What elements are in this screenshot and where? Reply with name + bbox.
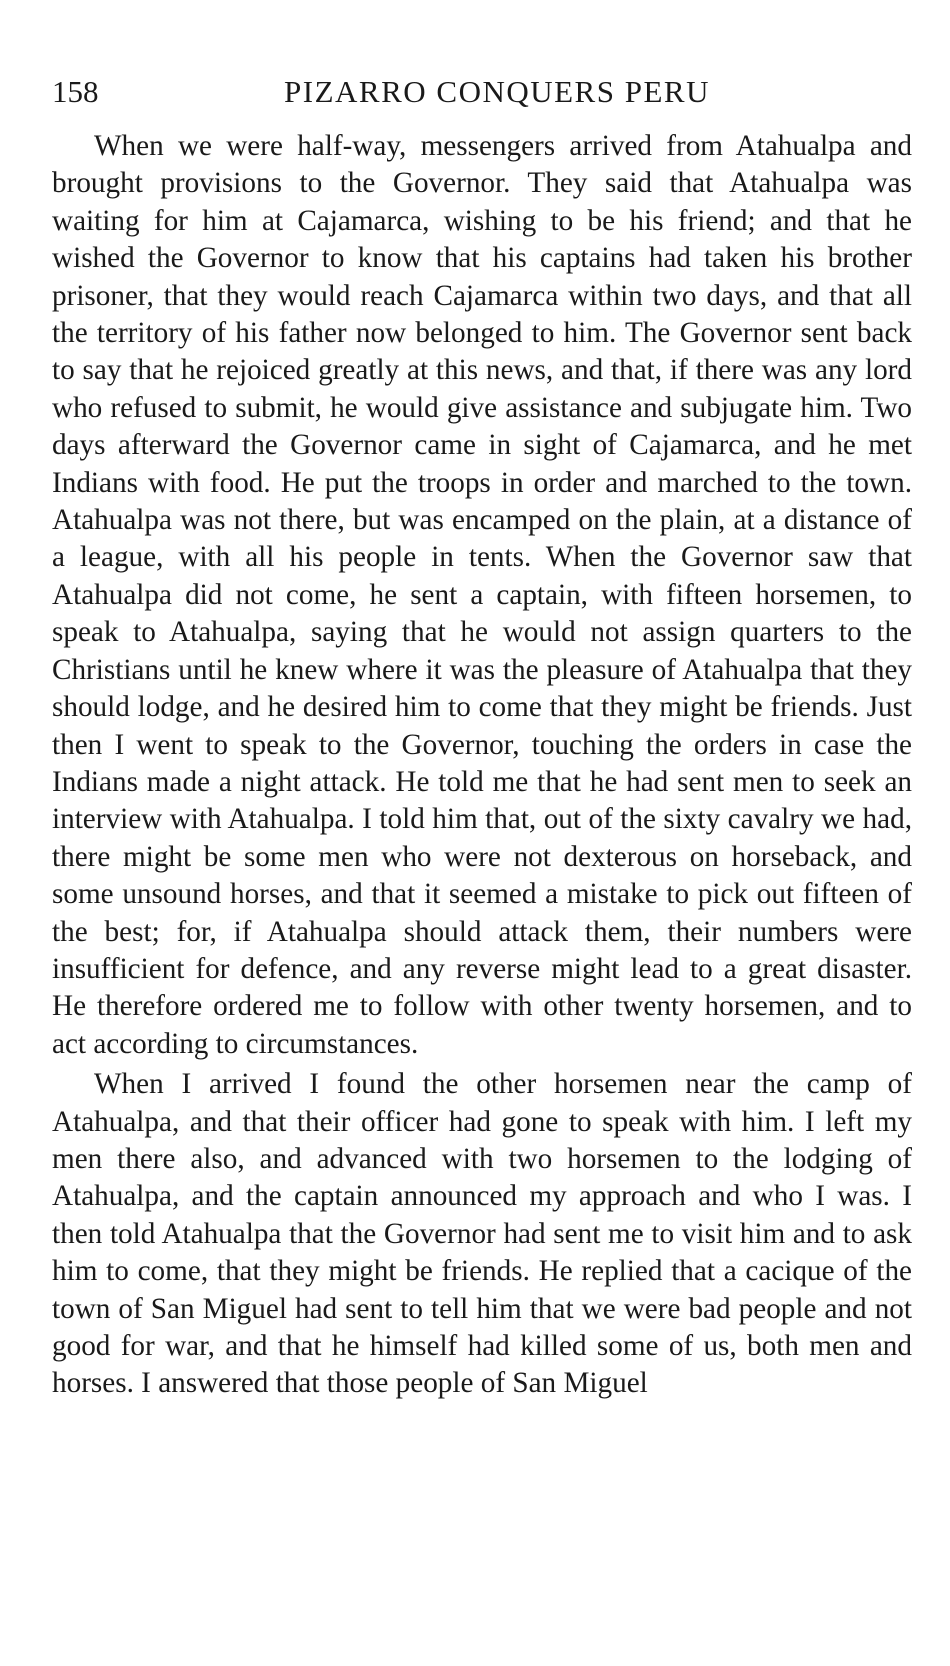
book-page [52,74,912,1403]
running-head [52,74,912,118]
page-number: 158 [52,74,99,109]
paragraph-1: When we were half-way, messengers arrived from Atahualpa and brought provisions to the Governor. They said that Atahualpa was waiting for him at Cajamarca, wishing to be his friend; and that he wished the Governor to know that his captains had taken his brother prisoner, that they would reach Cajamarca within two days, and that all the territory of his father now belonged to him. The Governor sent back to say that he rejoiced greatly at this news, and that, if there was any lord who refused to submit, he would give assistance and subjugate him. Two days afterward the Governor came in sight of Cajamarca, and he met Indians with food. He put the troops in order and marched to the town. Atahualpa was not there, but was encamped on the plain, at a distance of a league, with all his people in tents. When the Governor saw that Atahualpa did not come, he sent a captain, with fifteen horsemen, to speak to Atahualpa, saying that he would not assign quarters to the Christians until he knew where it was the pleasure of Atahualpa that they should lodge, and he desired him to come that they might be friends. Just then I went to speak to the Governor, touching the orders in case the Indians made a night attack. He told me that he had sent men to seek an interview with Atahualpa. I told him that, out of the sixty cavalry we had, there might be some men who were not dexterous on horseback, and some unsound horses, and that it seemed a mistake to pick out fifteen of the best; for, if Atahualpa should attack them, their numbers were insufficient for defence, and any reverse might lead to a great disaster. He therefore ordered me to follow with other twenty horsemen, and to act according to circumstances. [52,130,912,1060]
paragraph-2: When I arrived I found the other horsemen near the camp of Atahualpa, and that their officer had gone to speak with him. I left my men there also, and advanced with two horsemen to the lodging of Atahualpa, and the captain announced my approach and who I was. I then told Atahualpa that the Governor had sent me to visit him and to ask him to come, that they might be friends. He replied that a cacique of the town of San Miguel had sent to tell him that we were bad people and not good for war, and that he himself had killed some of us, both men and horses. I answered that those people of San Miguel [52,1068,912,1400]
body-text [52,128,912,1403]
running-title: PIZARRO CONQUERS PERU [284,74,710,109]
